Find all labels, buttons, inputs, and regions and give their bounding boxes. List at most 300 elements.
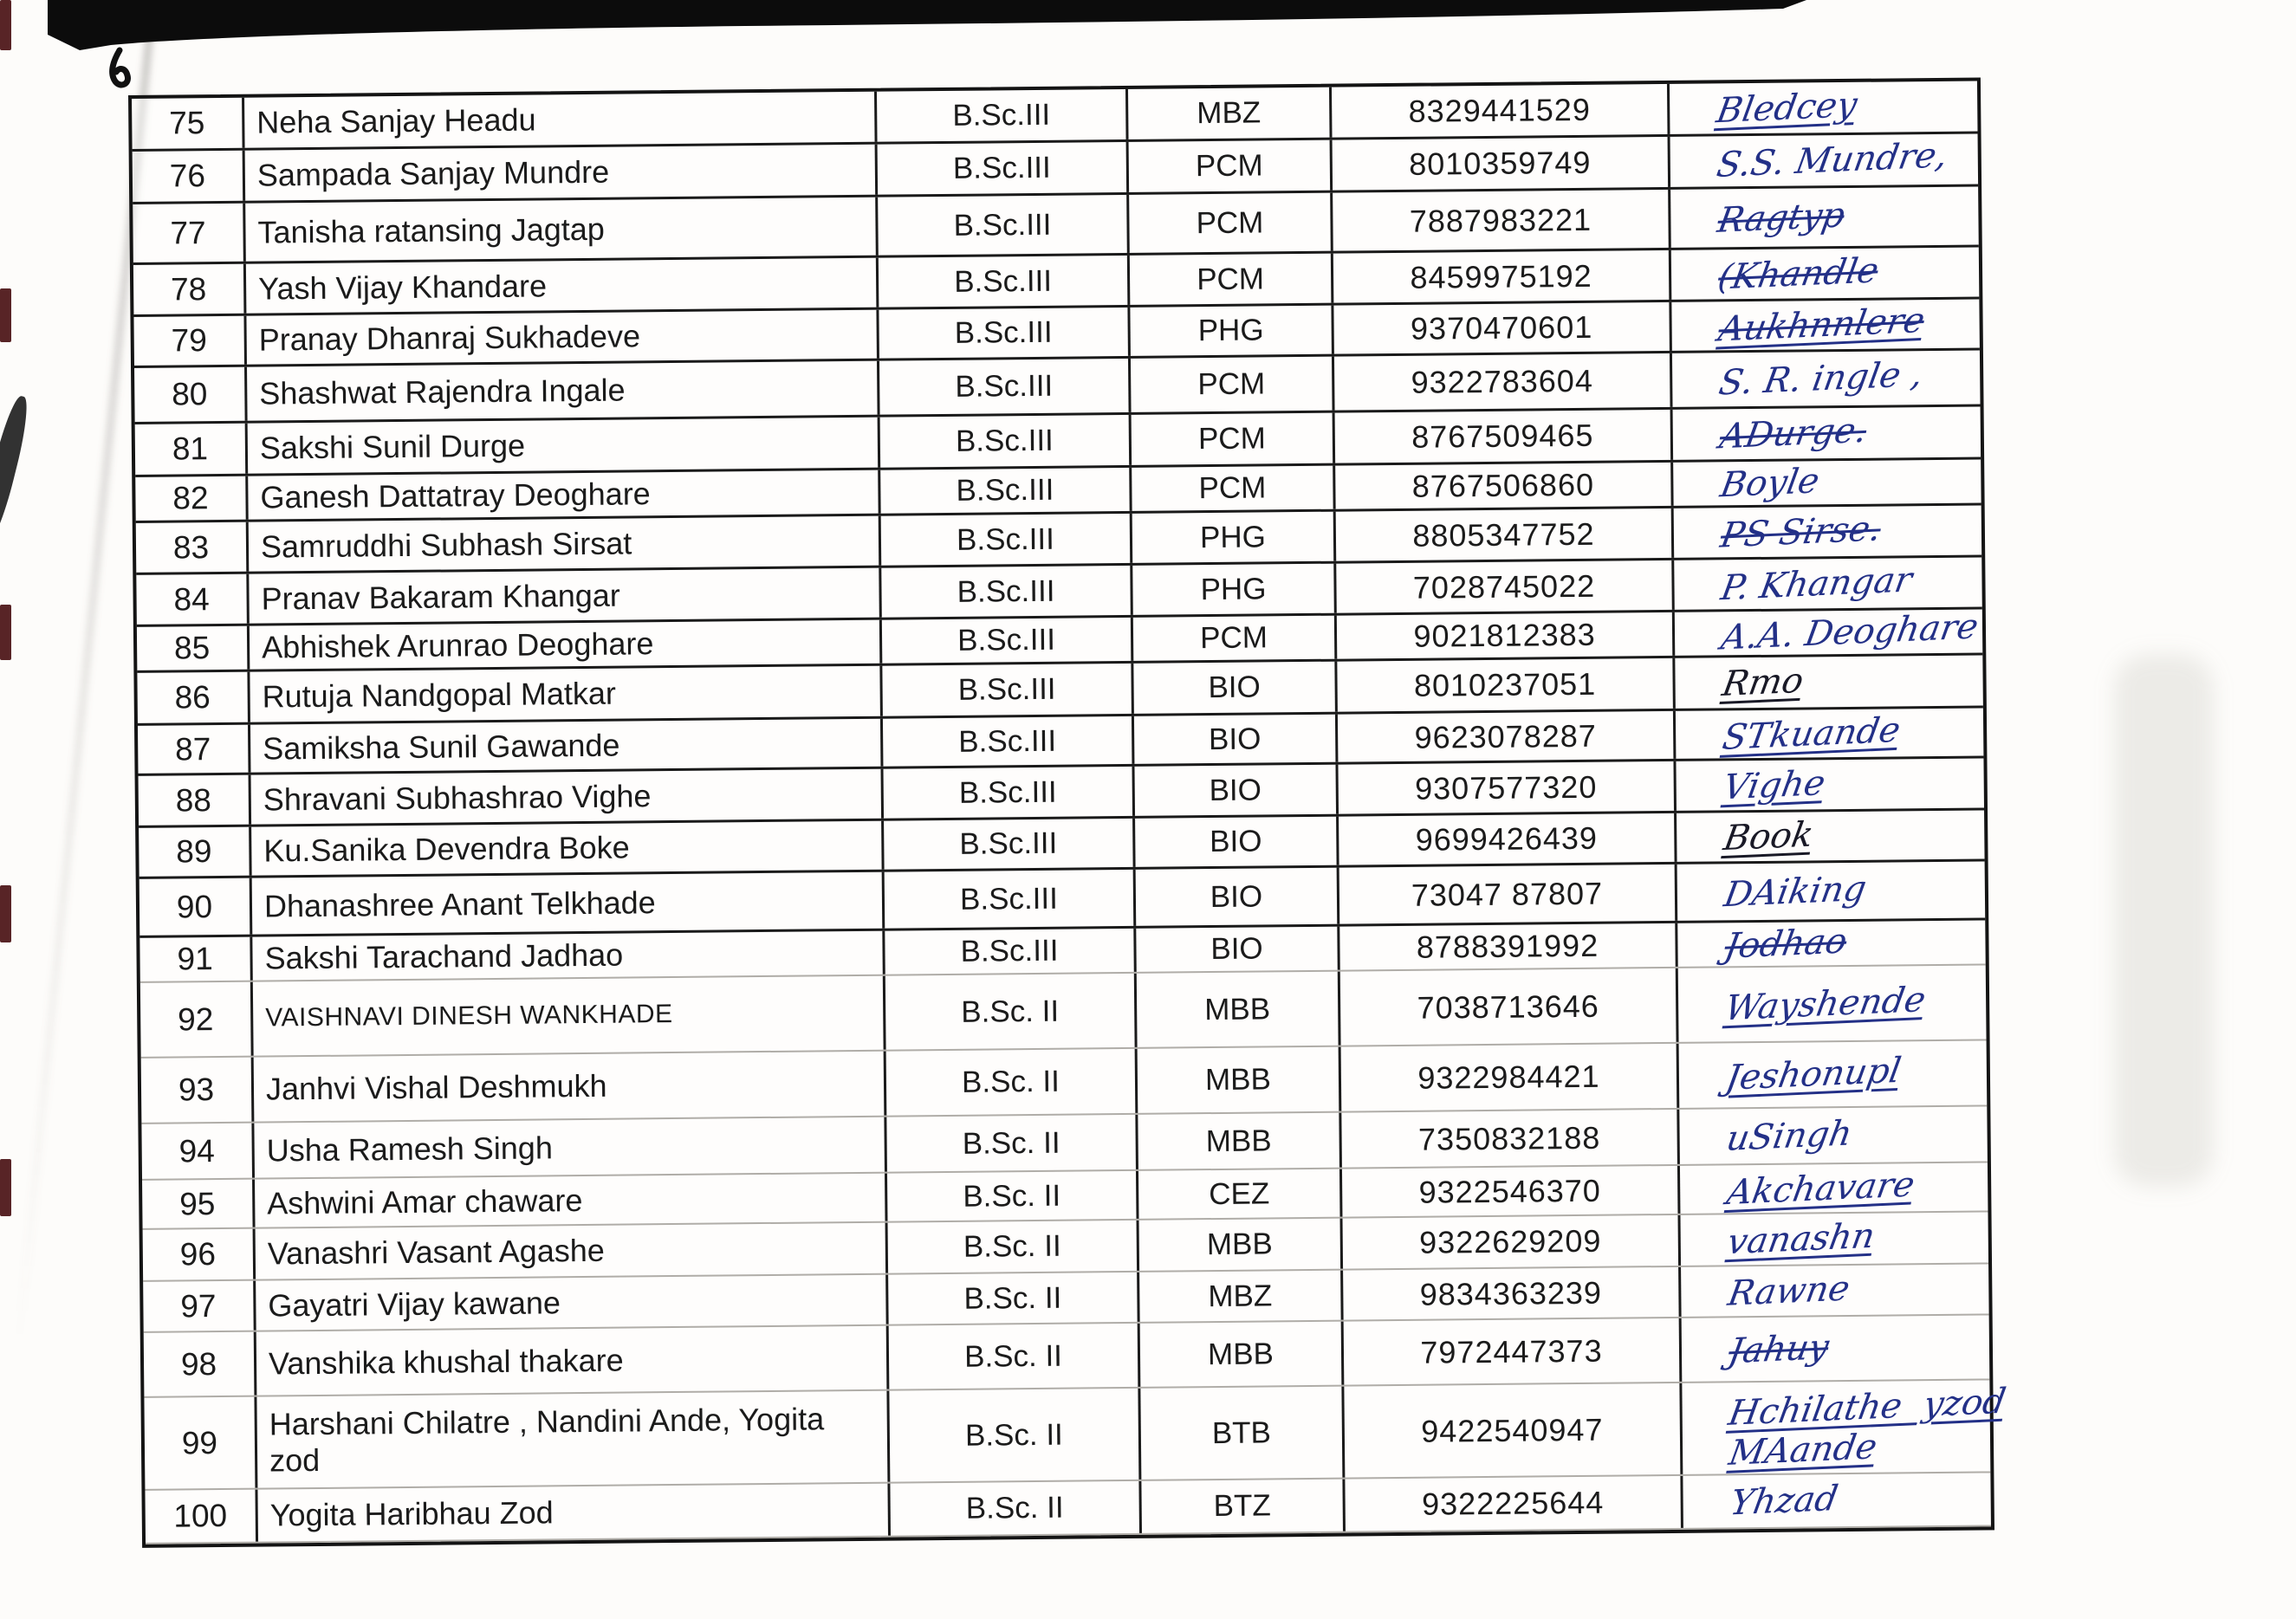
signature-line1: ADurge.	[1716, 410, 1871, 457]
serial-number-text: 89	[176, 833, 212, 870]
mobile-number-text: 7028745022	[1412, 567, 1596, 606]
row-subject-group	[1130, 254, 1334, 305]
student-name-text: Samiksha Sunil Gawande	[263, 727, 620, 767]
signature-ink	[1719, 660, 1806, 704]
class-text: B.Sc. II	[961, 1064, 1060, 1099]
mobile-number-text: 9322546370	[1418, 1172, 1602, 1210]
class-text: B.Sc.III	[957, 622, 1056, 657]
row-mobile-number	[1333, 302, 1672, 354]
class-text: B.Sc.III	[955, 368, 1054, 404]
row-serial-number	[139, 827, 252, 877]
serial-number-text: 100	[173, 1497, 228, 1534]
row-class	[880, 468, 1132, 514]
row-serial-number	[139, 775, 252, 826]
mobile-number-text: 9422540947	[1421, 1411, 1604, 1449]
row-student-name	[249, 568, 882, 624]
row-subject-group	[1138, 1113, 1342, 1169]
row-serial-number	[137, 626, 250, 670]
serial-number-text: 79	[171, 322, 207, 359]
subject-group-text: PCM	[1197, 261, 1265, 296]
student-name-text: Tanisha ratansing Jagtap	[257, 210, 605, 250]
row-mobile-number	[1332, 84, 1670, 138]
row-mobile-number	[1344, 1383, 1683, 1478]
signature-line1: P. Khangar	[1717, 559, 1916, 608]
subject-group-text: CEZ	[1209, 1175, 1270, 1211]
row-mobile-number	[1342, 1166, 1681, 1217]
row-mobile-number	[1333, 190, 1671, 251]
row-subject-group	[1138, 1047, 1342, 1113]
row-student-name	[256, 1391, 890, 1488]
student-name-text: Ganesh Dattatray Deoghare	[260, 476, 651, 515]
signature-ink	[1716, 410, 1871, 457]
subject-group-text: MBZ	[1208, 1278, 1273, 1313]
class-text: B.Sc.III	[957, 671, 1056, 707]
page-edge-shadow	[0, 393, 34, 546]
class-text: B.Sc. II	[962, 1125, 1060, 1161]
row-class	[888, 1221, 1140, 1273]
student-name-text: Sampada Sanjay Mundre	[256, 153, 610, 193]
signature-ink	[1721, 814, 1817, 859]
row-subject-group	[1129, 193, 1333, 253]
row-class	[879, 256, 1131, 308]
signature-ink	[1716, 354, 1926, 404]
row-class	[886, 1115, 1138, 1172]
row-student-name	[245, 198, 879, 262]
row-mobile-number	[1343, 1215, 1682, 1269]
signature-ink	[1722, 979, 1929, 1028]
signature-ink	[1718, 606, 1981, 658]
mobile-number-text: 7038713646	[1417, 988, 1599, 1026]
subject-group-text: MBB	[1204, 1062, 1272, 1098]
subject-group-text: PHG	[1200, 571, 1267, 606]
row-class	[890, 1481, 1142, 1536]
signature-ink	[1720, 762, 1828, 807]
row-mobile-number	[1335, 410, 1674, 463]
row-subject-group	[1128, 87, 1333, 139]
student-name-text: Sakshi Tarachand Jadhao	[264, 936, 624, 976]
mobile-number-text: 8010237051	[1413, 665, 1597, 703]
row-mobile-number	[1336, 508, 1675, 561]
row-student-name	[251, 821, 885, 876]
row-signature	[1676, 758, 1984, 810]
serial-number-text: 83	[172, 528, 210, 566]
student-name-text: Samruddhi Subhash Sirsat	[260, 525, 632, 565]
row-signature	[1677, 861, 1986, 920]
row-signature	[1671, 248, 1980, 300]
row-serial-number	[134, 367, 248, 422]
signature-line1: STkuande	[1719, 709, 1904, 758]
student-name-text: Dhanashree Anant Telkhade	[263, 884, 656, 924]
mobile-number-text: 9623078287	[1414, 717, 1597, 755]
student-name-text: Yogita Haribhau Zod	[269, 1494, 554, 1533]
row-student-name	[255, 1174, 887, 1227]
signature-line1: Rmo	[1719, 660, 1806, 704]
signature-ink	[1719, 709, 1904, 758]
row-mobile-number	[1343, 1267, 1682, 1320]
row-subject-group	[1134, 715, 1339, 764]
class-text: B.Sc.III	[960, 933, 1059, 968]
student-name-text: Rutuja Nandgopal Matkar	[262, 675, 617, 715]
row-subject-group	[1133, 616, 1337, 661]
row-subject-group	[1133, 662, 1338, 714]
serial-number-text: 96	[179, 1236, 217, 1273]
signature-line1: uSingh	[1723, 1112, 1856, 1159]
class-text: B.Sc.III	[957, 573, 1055, 609]
row-signature	[1671, 300, 1980, 351]
mobile-number-text: 8010359749	[1409, 144, 1592, 182]
student-name-text: Neha Sanjay Headu	[256, 101, 536, 140]
row-serial-number	[141, 1124, 255, 1179]
row-signature	[1682, 1315, 1990, 1381]
row-subject-group	[1132, 512, 1337, 563]
subject-group-text: BIO	[1210, 931, 1263, 967]
row-subject-group	[1131, 357, 1335, 412]
row-mobile-number	[1345, 1476, 1683, 1532]
row-serial-number	[133, 204, 246, 262]
class-text: B.Sc.III	[952, 97, 1051, 133]
student-name-text: Yash Vijay Khandare	[257, 268, 548, 307]
subject-group-text: BIO	[1210, 878, 1263, 914]
student-name-text: Vanashri Vasant Agashe	[267, 1233, 605, 1272]
row-student-name	[252, 872, 885, 935]
student-list-table	[128, 77, 2009, 1547]
row-mobile-number	[1344, 1318, 1683, 1385]
mobile-number-text: 9699426439	[1415, 819, 1599, 858]
row-serial-number	[145, 1490, 258, 1543]
row-class	[885, 929, 1136, 975]
mobile-number-text: 9307577320	[1414, 768, 1598, 806]
signature-ink	[1717, 508, 1884, 556]
signature-line1: Hchilathe yzod	[1725, 1381, 2009, 1434]
row-class	[889, 1324, 1141, 1389]
row-student-name	[251, 769, 885, 825]
signature-line1: S. R. ingle ,	[1716, 354, 1926, 404]
mobile-number-text: 8767509465	[1411, 417, 1594, 455]
row-mobile-number	[1339, 865, 1678, 924]
row-student-name	[246, 310, 879, 365]
signature-line1: Book	[1721, 814, 1817, 859]
signature-line1: vanashn	[1724, 1215, 1878, 1263]
class-text: B.Sc. II	[963, 1178, 1061, 1214]
mobile-number-text: 8459975192	[1410, 257, 1592, 295]
student-name-text: Usha Ramesh Singh	[266, 1130, 554, 1169]
mobile-number-text: 9322783604	[1411, 362, 1594, 400]
class-text: B.Sc.III	[954, 263, 1053, 299]
row-class	[883, 716, 1135, 767]
row-mobile-number	[1333, 250, 1672, 303]
row-serial-number	[138, 725, 251, 774]
signature-ink	[1725, 1326, 1832, 1371]
row-class	[878, 142, 1130, 195]
subject-group-text: MBB	[1205, 1123, 1272, 1158]
scan-smudge	[2114, 654, 2214, 1187]
serial-number-text: 88	[175, 781, 212, 819]
row-class	[882, 664, 1134, 716]
class-text: B.Sc.III	[958, 723, 1057, 759]
row-serial-number	[141, 1058, 255, 1123]
row-mobile-number	[1336, 560, 1675, 613]
row-signature	[1673, 459, 1981, 505]
row-class	[887, 1171, 1139, 1221]
student-name-text: Pranav Bakaram Khangar	[261, 577, 620, 617]
row-student-name	[250, 620, 882, 670]
signature-ink	[1725, 1268, 1853, 1314]
binding-mark	[0, 605, 11, 660]
signature-ink	[1717, 461, 1823, 506]
mobile-number-text: 9834363239	[1419, 1274, 1603, 1312]
signature-line1: Wayshende	[1722, 979, 1929, 1028]
row-mobile-number	[1338, 711, 1677, 762]
row-subject-group	[1140, 1322, 1345, 1387]
signature-ink	[1714, 135, 1951, 186]
student-name-text: VAISHNAVI DINESH WANKHADE	[265, 1000, 673, 1033]
row-subject-group	[1139, 1219, 1344, 1271]
signature-line1: Boyle	[1717, 461, 1823, 506]
class-text: B.Sc. II	[963, 1280, 1062, 1316]
row-serial-number	[139, 878, 253, 936]
subject-group-text: PCM	[1196, 204, 1264, 240]
row-serial-number	[135, 424, 249, 475]
row-signature	[1678, 965, 1987, 1041]
student-name-text: Harshani Chilatre , Nandini Ande, Yogita zod	[269, 1401, 825, 1479]
row-student-name	[257, 1484, 891, 1542]
subject-group-text: BTZ	[1213, 1488, 1271, 1524]
row-class	[878, 195, 1130, 256]
row-serial-number	[143, 1281, 256, 1331]
signature-ink	[1715, 249, 1882, 298]
row-class	[889, 1389, 1141, 1482]
serial-number-text: 85	[173, 630, 211, 666]
row-mobile-number	[1334, 353, 1673, 411]
row-subject-group	[1135, 817, 1339, 867]
row-serial-number	[132, 98, 245, 149]
subject-group-text: MBB	[1207, 1336, 1274, 1371]
row-student-name	[256, 1326, 890, 1396]
row-student-name	[248, 470, 880, 520]
subject-group-text: BIO	[1209, 824, 1262, 859]
mobile-number-text: 9322629209	[1418, 1222, 1602, 1260]
row-subject-group	[1134, 765, 1339, 816]
row-serial-number	[140, 982, 254, 1057]
student-name-text: Ashwini Amar chaware	[267, 1182, 583, 1221]
row-signature	[1673, 406, 1981, 459]
serial-number-text: 95	[179, 1185, 216, 1221]
student-name-text: Vanshika khushal thakare	[268, 1342, 624, 1382]
subject-group-text: PCM	[1198, 470, 1267, 506]
student-name-text: Shravani Subhashrao Vighe	[263, 778, 652, 818]
row-student-name	[256, 1223, 889, 1279]
row-signature	[1680, 1212, 1988, 1265]
class-text: B.Sc. II	[963, 1338, 1063, 1374]
serial-number-text: 77	[170, 214, 206, 251]
subject-group-text: BIO	[1208, 670, 1261, 705]
class-text: B.Sc. II	[964, 1417, 1063, 1453]
row-signature	[1675, 655, 1983, 708]
row-serial-number	[136, 574, 250, 625]
class-text: B.Sc. II	[963, 1228, 1061, 1264]
row-signature	[1682, 1380, 2009, 1473]
row-mobile-number	[1339, 813, 1677, 865]
row-serial-number	[133, 316, 247, 366]
signature-ink	[1723, 1112, 1856, 1159]
class-text: B.Sc.III	[953, 207, 1052, 243]
row-class	[879, 308, 1131, 359]
row-class	[884, 767, 1136, 819]
mobile-number-text: 7887983221	[1409, 201, 1592, 239]
row-signature	[1680, 1162, 1988, 1213]
binding-mark	[0, 288, 11, 342]
row-signature	[1674, 505, 1982, 557]
row-student-name	[256, 1275, 889, 1331]
subject-group-text: MBB	[1204, 991, 1271, 1026]
serial-number-text: 98	[180, 1345, 217, 1382]
row-class	[882, 618, 1133, 664]
row-student-name	[246, 258, 879, 314]
row-signature	[1681, 1264, 1989, 1316]
class-text: B.Sc.III	[959, 881, 1059, 916]
row-student-name	[249, 516, 882, 572]
row-serial-number	[142, 1180, 256, 1228]
row-class	[880, 415, 1132, 468]
student-name-text: Gayatri Vijay kawane	[268, 1285, 561, 1324]
row-subject-group	[1141, 1480, 1346, 1533]
row-student-name	[244, 92, 878, 148]
row-student-name	[252, 931, 885, 981]
subject-group-text: PCM	[1197, 366, 1266, 402]
class-text: B.Sc.III	[956, 521, 1055, 557]
class-text: B.Sc.III	[955, 423, 1054, 458]
row-subject-group	[1129, 140, 1333, 192]
student-name-text: Pranay Dhanraj Sukhadeve	[258, 318, 641, 358]
mobile-number-text: 8767506860	[1411, 466, 1595, 504]
serial-number-text: 80	[172, 376, 208, 412]
subject-group-text: PCM	[1199, 620, 1268, 656]
row-serial-number	[133, 151, 246, 202]
signature-ink	[1723, 1164, 1918, 1213]
binding-mark	[0, 0, 11, 50]
class-text: B.Sc. II	[961, 994, 1060, 1029]
signature-line1: Jeshonupl	[1722, 1050, 1904, 1098]
row-serial-number	[139, 937, 252, 981]
serial-number-text: 90	[176, 888, 213, 925]
row-student-name	[245, 145, 879, 201]
subject-group-text: BIO	[1208, 721, 1262, 756]
serial-number-text: 81	[172, 431, 209, 467]
row-signature	[1670, 187, 1979, 248]
class-text: B.Sc.III	[958, 774, 1057, 810]
row-signature	[1670, 134, 1979, 187]
signature-line1: A.A. Deoghare	[1718, 606, 1981, 658]
signature-line1: Yhzad	[1727, 1478, 1841, 1524]
class-text: B.Sc. II	[965, 1490, 1064, 1525]
row-signature	[1670, 81, 1978, 134]
row-student-name	[253, 976, 886, 1056]
student-name-text: Abhishek Arunrao Deoghare	[261, 625, 654, 665]
row-signature	[1675, 606, 1982, 658]
row-subject-group	[1136, 927, 1339, 972]
subject-group-text: BTB	[1211, 1415, 1272, 1450]
student-name-text: Shashwat Rajendra Ingale	[259, 372, 626, 411]
signature-ink	[1727, 1478, 1841, 1524]
row-signature	[1679, 1040, 1988, 1107]
row-subject-group	[1136, 868, 1340, 926]
signature-line1: Jahuy	[1725, 1326, 1832, 1371]
row-class	[877, 89, 1129, 142]
signature-ink	[1716, 300, 1928, 350]
subject-group-text: PCM	[1195, 148, 1263, 184]
signature-line1: Rawne	[1725, 1268, 1853, 1314]
signature-line1: S.S. Mundre,	[1714, 135, 1951, 186]
subject-group-text: MBZ	[1197, 95, 1262, 131]
row-mobile-number	[1339, 923, 1677, 970]
row-subject-group	[1132, 466, 1335, 511]
row-class	[881, 566, 1133, 618]
signature-line2: MAande	[1726, 1426, 1880, 1473]
mobile-number-text: 9322984421	[1417, 1058, 1600, 1096]
serial-number-text: 92	[177, 1001, 214, 1037]
student-name-text: Sakshi Sunil Durge	[259, 427, 526, 466]
signature-line1: Jodhao	[1722, 921, 1851, 967]
subject-group-text: MBB	[1206, 1227, 1273, 1262]
row-serial-number	[144, 1397, 257, 1489]
row-subject-group	[1132, 413, 1336, 465]
row-class	[885, 974, 1138, 1050]
row-subject-group	[1138, 1169, 1343, 1219]
signature-ink	[1717, 559, 1916, 608]
row-student-name	[247, 361, 880, 421]
signature-ink	[1713, 85, 1860, 132]
serial-number-text: 86	[174, 679, 211, 716]
signature-line1: Bledcey	[1713, 85, 1860, 132]
row-signature	[1683, 1473, 1991, 1527]
row-mobile-number	[1340, 968, 1679, 1046]
subject-group-text: BIO	[1209, 772, 1262, 807]
class-text: B.Sc.III	[954, 314, 1053, 350]
serial-number-text: 76	[169, 158, 206, 194]
row-serial-number	[143, 1229, 256, 1280]
row-serial-number	[136, 522, 250, 573]
row-mobile-number	[1337, 612, 1675, 659]
serial-number-text: 93	[178, 1072, 215, 1108]
serial-number-text: 97	[180, 1287, 217, 1324]
serial-number-text: 75	[169, 105, 205, 141]
student-name-text: Janhvi Vishal Deshmukh	[265, 1068, 607, 1107]
row-serial-number	[144, 1332, 257, 1396]
signature-line1: Ragtyp	[1715, 194, 1848, 241]
mobile-number-text: 7350832188	[1417, 1119, 1601, 1157]
signature-ink	[1725, 1381, 2009, 1473]
subject-group-text: PCM	[1197, 421, 1266, 457]
row-mobile-number	[1335, 463, 1673, 509]
serial-number-text: 84	[173, 580, 210, 618]
row-mobile-number	[1338, 761, 1677, 814]
row-class	[885, 870, 1137, 929]
mobile-number-text: 8329441529	[1408, 91, 1592, 129]
row-signature	[1674, 557, 1982, 609]
row-signature	[1672, 351, 1981, 407]
row-signature	[1679, 1106, 1988, 1163]
signature-ink	[1724, 1215, 1878, 1263]
mobile-number-text: 9021812383	[1413, 616, 1596, 654]
row-class	[884, 819, 1136, 870]
row-class	[888, 1273, 1140, 1324]
serial-number-text: 87	[174, 730, 211, 767]
row-signature	[1676, 708, 1984, 758]
serial-number-text: 99	[181, 1424, 218, 1460]
signature-ink	[1722, 921, 1851, 967]
serial-number-text: 78	[170, 270, 207, 308]
row-subject-group	[1140, 1387, 1345, 1480]
